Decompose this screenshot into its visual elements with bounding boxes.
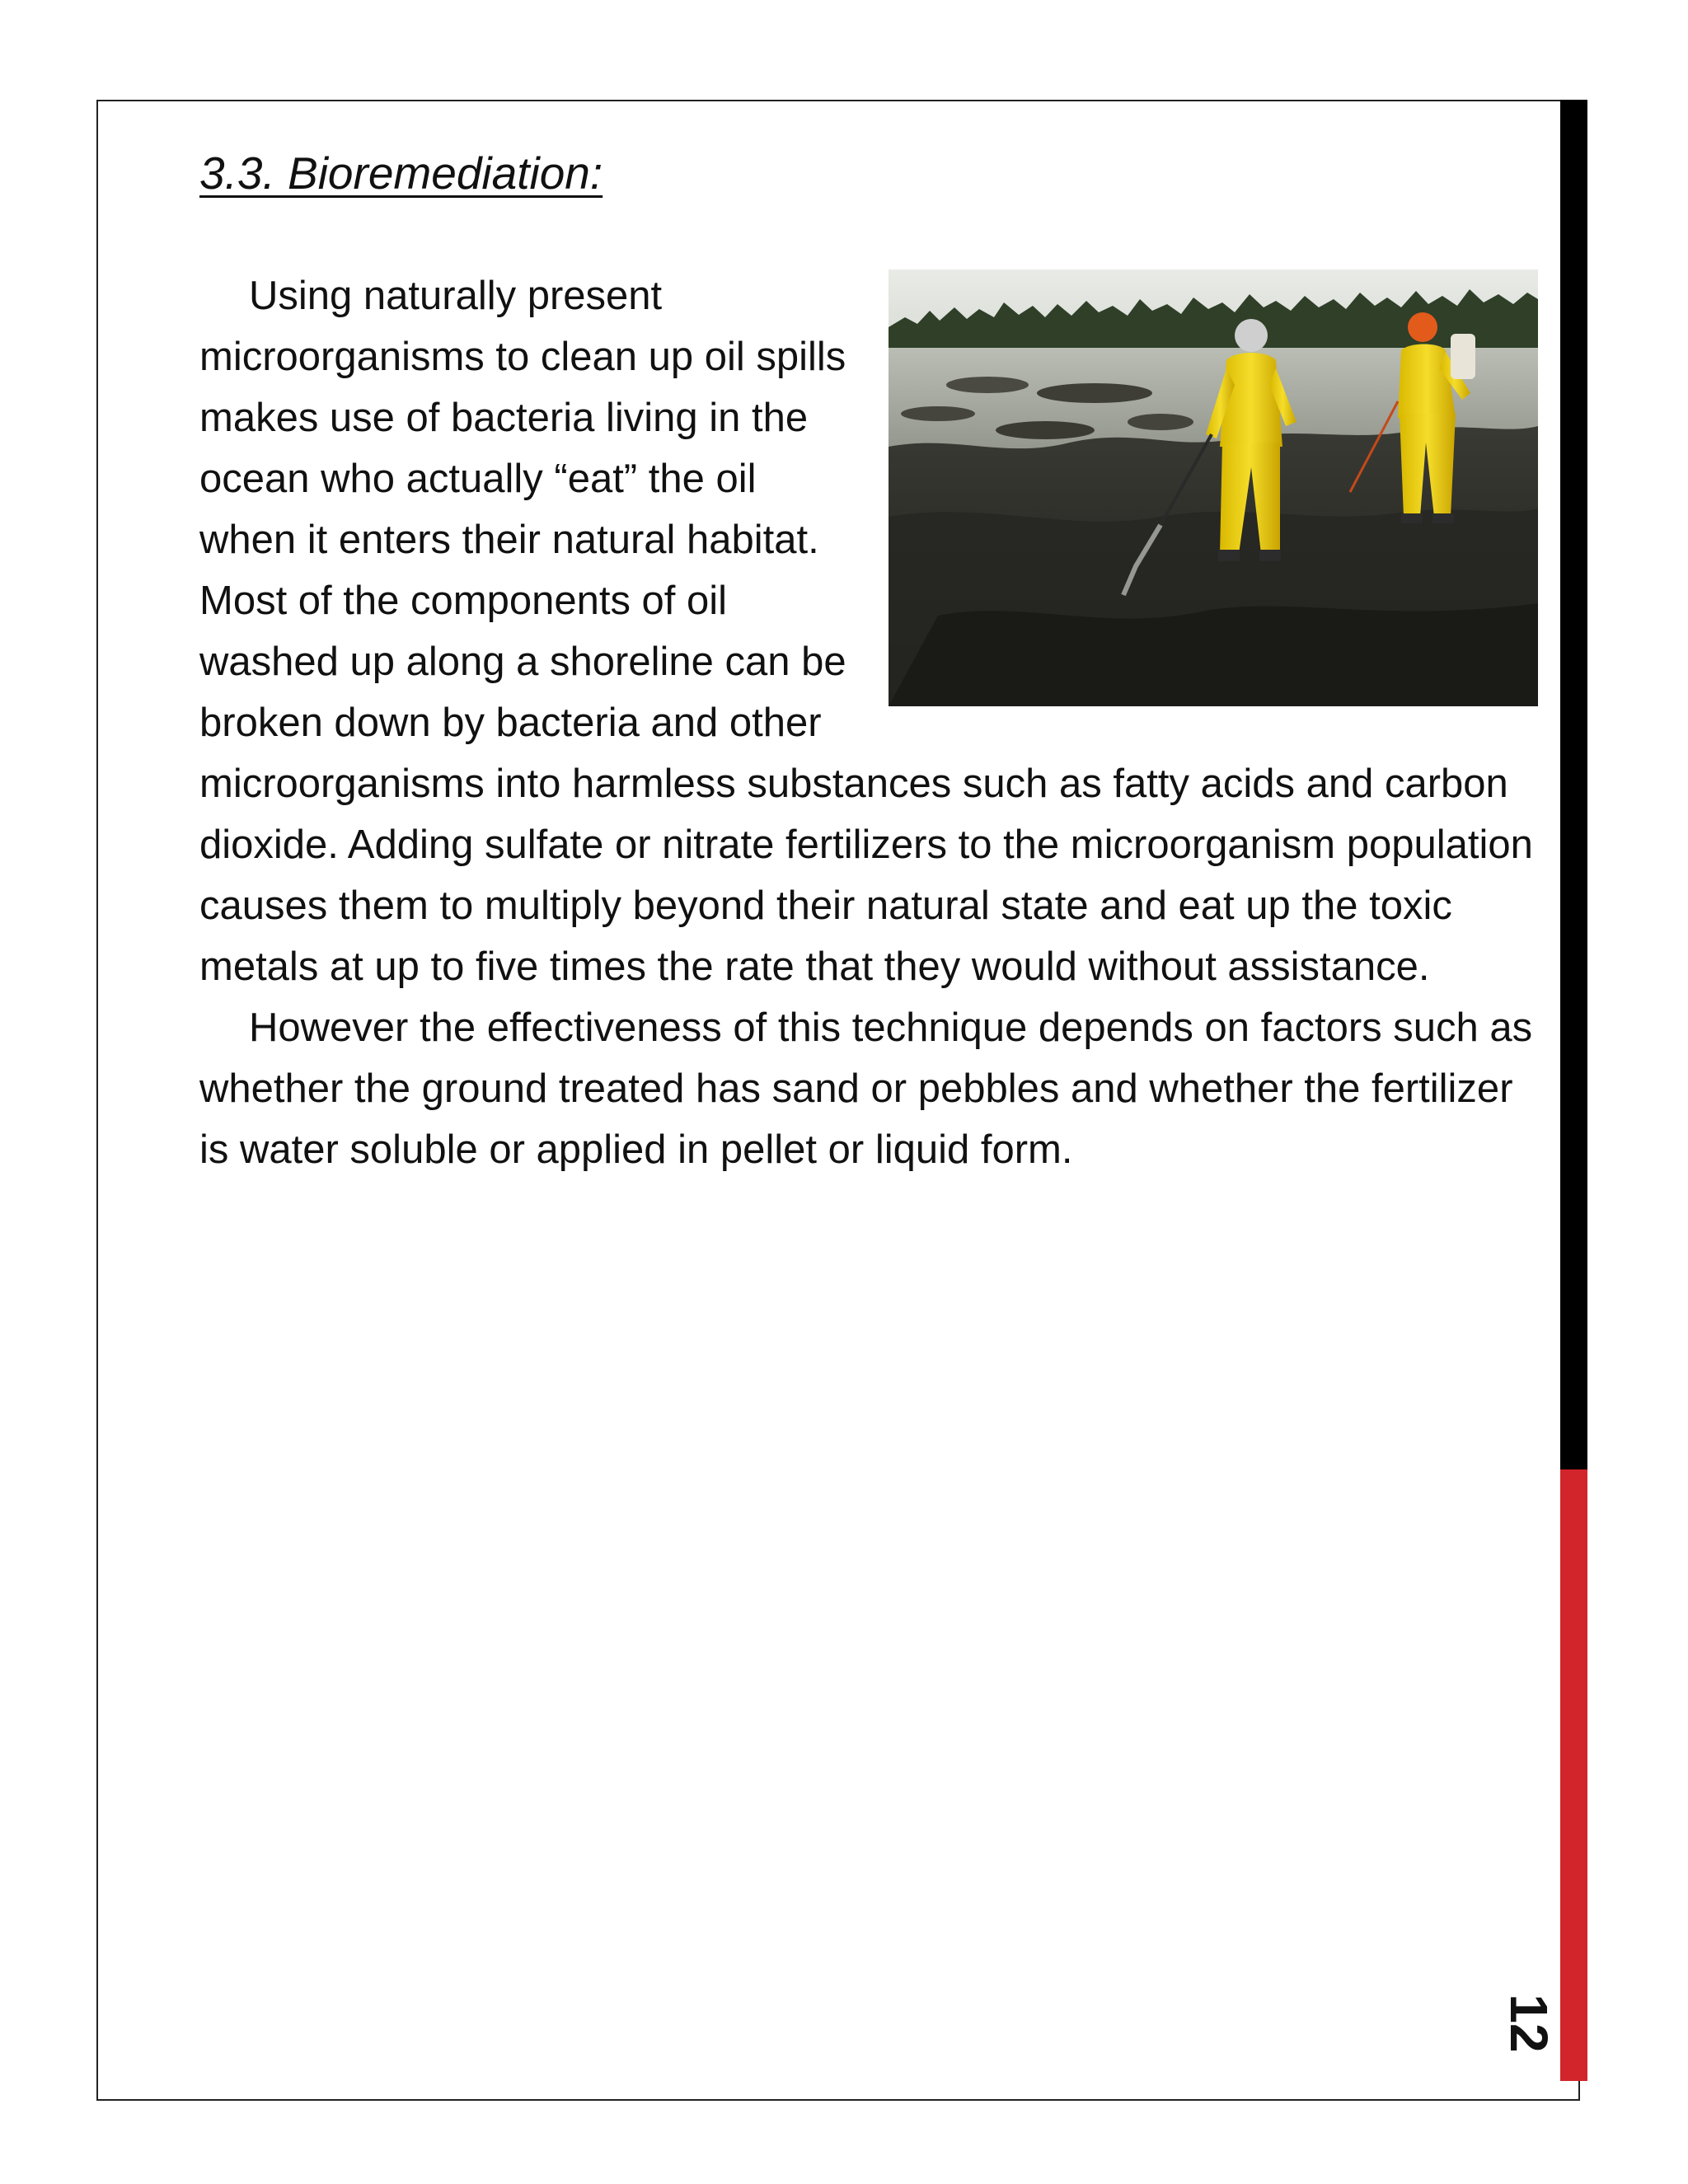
section-heading: 3.3. Bioremediation: bbox=[199, 148, 603, 199]
paragraph-1: Using naturally present microorganisms to clean up oil spills makes use of bacteria living in the ocean who actually “eat” the oil when it enters their natural habitat. Most of the components of oil washed up along a shoreline can be broken down by bacteria and other microorganisms into harmless substances such as fatty acids and carbon dioxide. Adding sulfate or nitrate fertilizers to the microorganism population causes them to multiply beyond their natural state and eat up the toxic metals at up to five times the rate that they would without assistance. bbox=[199, 274, 1533, 989]
side-bar-black bbox=[1560, 100, 1587, 1469]
shoreline-cleanup-photo bbox=[889, 269, 1538, 706]
paragraph-2: However the effectiveness of this technique depends on factors such as whether the ground treated has sand or pebbles and whether the fertilizer is water soluble or applied in pellet or liquid form. bbox=[199, 1005, 1533, 1172]
page-content bbox=[199, 147, 1543, 1180]
page-number: 12 bbox=[1499, 1994, 1559, 2053]
